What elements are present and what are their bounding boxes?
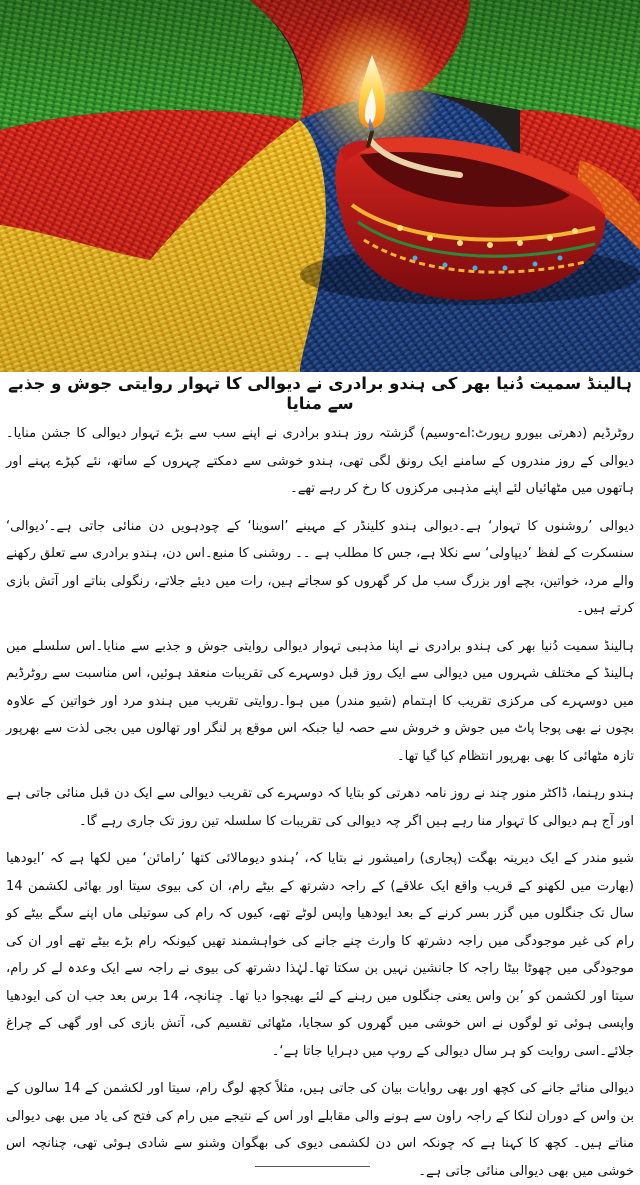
article-headline: ہالینڈ سمیت دُنیا بھر کی ہندو برادری نے دیوالی کا تہوار روایتی جوش و جذبے سے منایا: [8, 374, 632, 413]
article-paragraph: دیوالی ’روشنوں کا تہوار‘ ہے۔دیوالی ہندو کلینڈر کے مہینے ’اسوینا‘ کے چودہویں دن منائی جاتی ہے۔’دیوالی‘ سنسکرت کے لفظ ’دیپاولی‘ سے نکلا ہے، جس کا مطلب ہے ۔۔ روشنی کا منبع۔اس دن، ہندو برادری سے تعلق رکھنے والے مرد، خواتین، بچے اور بزرگ سب مل کر گھروں کو سجاتے ہیں، رات میں دیئے جلاتے، رنگولی بناتے اور آتش بازی کرتے ہیں۔: [6, 518, 634, 616]
footer-divider: [255, 1166, 370, 1167]
article-paragraph: ہندو رہنما، ڈاکٹر منور چند نے روز نامہ دھرتی کو بتایا کہ دوسہرے کی تقریب دیوالی سے ایک دن قبل منائی جاتی ہے اور آج ہم دیوالی کا تہوار منا رہے ہیں اگر چہ دیوالی کی تقریبات کا سلسلہ تین روز تک جاری رہے گا۔: [6, 786, 634, 829]
article-paragraph: روٹرڈیم (دھرتی بیورو رپورٹ:اے-وسیم) گزشتہ روز ہندو برادری نے اپنے سب سے بڑے تہوار دیوالی کا جشن منایا۔دیوالی کے روز مندروں کے سامنے ایک رونق لگی تھی، ہندو خوشی سے دمکتے چہروں کے ساتھ، نئے کپڑے پہنے اور ہاتھوں میں مٹھائیاں لئے اپنے مذہبی مرکزوں کا رخ کر رہے تھے۔: [6, 426, 634, 496]
article-paragraph: دیوالی منائے جانے کی کچھ اور بھی روایات بیان کی جاتی ہیں، مثلاً کچھ لوگ رام، سیتا اور لکشمن کے 14 سالوں کے بن واس کے دوران لنکا کے راجہ راون سے ہونے والی مقابلے اور اس کے نتیجے میں رام کی فتح کی یاد میں بھی دیوالی مناتے ہیں۔ کچھ کا کہنا ہے کہ چونکہ اس دن لکشمی دیوی کی بھگوان وشنو سے شادی ہوئی تھی، چنانچہ اس خوشی میں بھی دیوالی منائی جاتی ہے۔: [6, 1081, 634, 1179]
diya-on-rangoli-image: [0, 0, 640, 372]
article-paragraph: ہالینڈ سمیت دُنیا بھر کی ہندو برادری نے اپنا مذہبی تہوار دیوالی روایتی جوش و جذبے سے منایا۔اس سلسلے میں ہالینڈ کے مختلف شہروں میں دیوالی سے ایک روز قبل دوسہرے کی تقریبات منعقد ہوئیں، اس مناسبت سے روٹرڈیم میں دوسہرے کی مرکزی تقریب کا اہتمام (شیو مندر) میں ہوا۔روایتی تقریب میں ہندو مرد اور خواتین کے علاوہ بچوں نے بھی پوجا پاٹ میں جوش و خروش سے حصہ لیا جبکہ اس موقع پر لنگر اور تھالوں میں بجی لذت سے بھرپور تازہ مٹھائی کا بھی بھرپور انتظام کیا گیا تھا۔: [6, 638, 634, 764]
hero-image: [0, 0, 640, 372]
article-paragraph: شیو مندر کے ایک دیرینہ بھگت (پجاری) رامیشور نے بتایا کہ، ’ہندو دیومالائی کتھا ’رامائن‘ میں لکھا ہے کہ ’ایودھیا (بھارت میں لکھنو کے قریب واقع ایک علاقے) کے راجہ دشرتھ کے بیٹے رام، ان کی بیوی سیتا اور بھائی لکشمن 14 سال تک جنگلوں میں گزر بسر کرنے کے بعد ایودھیا واپس لوٹے تھے، کیوں کہ رام کی سوتیلی ماں اپنے سگے بیٹے کو رام کی غیر موجودگی میں راجہ دشرتھ کا وارث چنے جانے کی خواہشمند تھیں کیونکہ رام بڑے بیٹے تھے اور ان کی موجودگی میں چھوٹا بیٹا راجہ کا جانشین نہیں بن سکتا تھا۔لہٰذا دشرتھ کی بیوی نے راجہ سے ایک وعدہ لے کر رام، سیتا اور لکشمن کو ’بن واس یعنی جنگلوں میں رہنے کے لئے بھیجوا دیا تھا۔ چنانچہ، 14 برس بعد جب ان کی ایودھیا واپسی ہوئی تو لوگوں نے اس خوشی میں گھروں کو سجایا، مٹھائی تقسیم کی، آتش بازی کی اور گھی کے چراغ جلائے۔اسی روایت کو ہر سال دیوالی کے روپ میں دہرایا جاتا ہے‘۔: [6, 851, 634, 1059]
article: [6, 374, 634, 1179]
